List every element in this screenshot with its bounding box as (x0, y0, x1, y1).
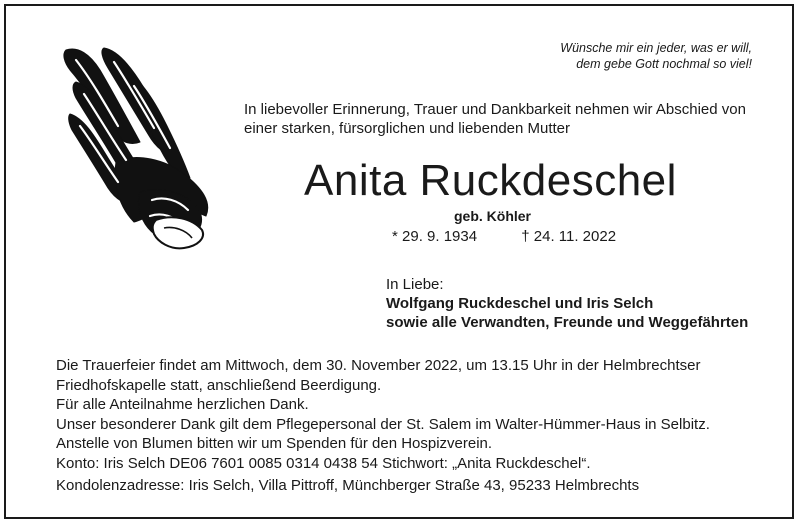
quote-line-1: Wünsche mir ein jeder, was er will, (560, 41, 752, 55)
condolence-address: Kondolenzadresse: Iris Selch, Villa Pittroff, Münchberger Straße 43, 95233 Helmbrechts (56, 477, 640, 494)
intro-line-2: einer starken, fürsorglichen und liebenden Mutter (244, 120, 571, 137)
quote (560, 40, 752, 72)
maiden-name: geb. Köhler (454, 208, 532, 224)
death-date: † 24. 11. 2022 (521, 228, 617, 245)
mourners-line-1: Wolfgang Ruckdeschel und Iris Selch (386, 295, 654, 312)
funeral-line-2: Friedhofskapelle statt, anschließend Beerdigung. (56, 376, 382, 394)
mourners (386, 275, 748, 332)
deceased-name: Anita Ruckdeschel (304, 156, 677, 205)
special-thanks-line: Unser besonderer Dank gilt dem Pflegepersonal der St. Salem im Walter-Hümmer-Haus in Selbitz. (56, 415, 710, 433)
mourners-line-2: sowie alle Verwandten, Freunde und Weggefährten (386, 314, 749, 331)
funeral-line-1: Die Trauerfeier findet am Mittwoch, dem 30. November 2022, um 13.15 Uhr in der Helmbrechtser (56, 357, 701, 374)
birth-date: * 29. 9. 1934 (392, 228, 478, 245)
quote-line-2: dem gebe Gott nochmal so viel! (576, 57, 752, 71)
intro-text (244, 100, 764, 138)
intro-line-1: In liebevoller Erinnerung, Trauer und Dankbarkeit nehmen wir Abschied von (244, 101, 746, 118)
mourners-intro: In Liebe: (386, 276, 444, 293)
praying-hands-icon (56, 42, 226, 252)
thanks-line: Für alle Anteilnahme herzlichen Dank. (56, 396, 309, 413)
life-dates (392, 228, 616, 245)
donation-line-2: Konto: Iris Selch DE06 7601 0085 0314 0438 54 Stichwort: „Anita Ruckdeschel“. (56, 454, 591, 472)
funeral-details (56, 356, 756, 496)
donation-line-1: Anstelle von Blumen bitten wir um Spenden für den Hospizverein. (56, 435, 493, 452)
